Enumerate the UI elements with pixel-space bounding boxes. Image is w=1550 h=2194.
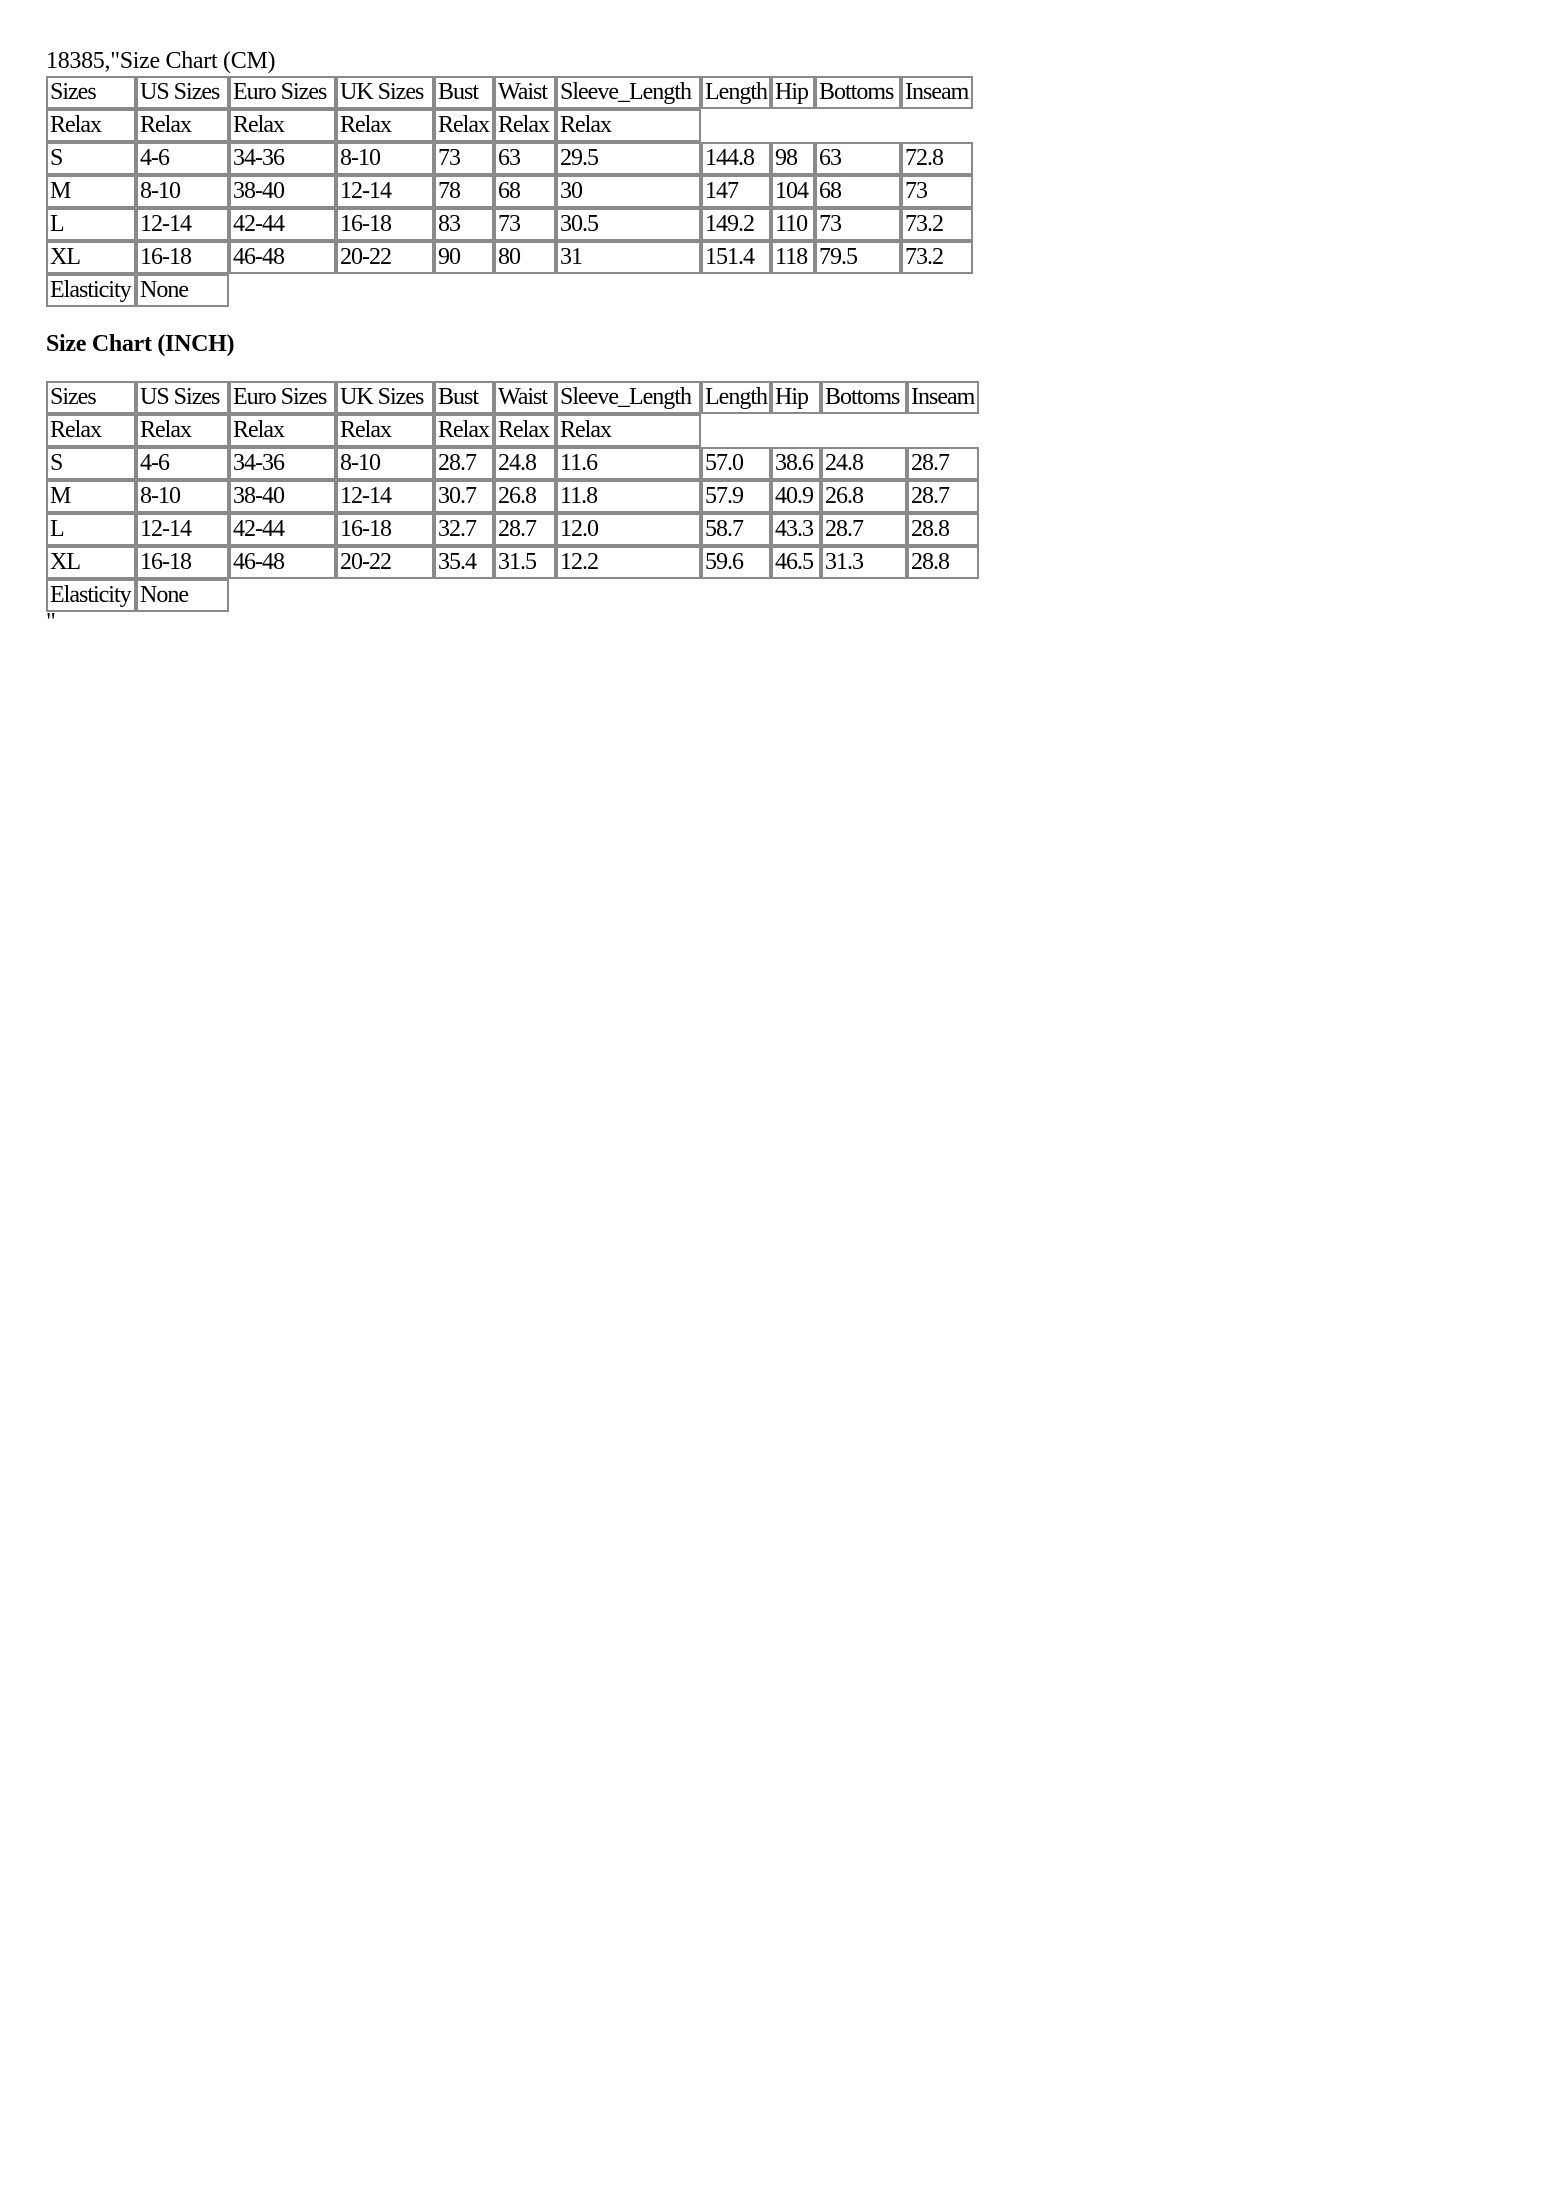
table-row [46,175,973,208]
table-cell: 28.8 [907,546,979,579]
table-cell: Inseam [907,381,979,414]
table-cell: Relax [494,414,556,447]
table-cell: Euro Sizes [229,381,336,414]
table-cell: 40.9 [771,480,821,513]
table-cell: Relax [434,109,494,142]
table-cell: 28.7 [434,447,494,480]
table-cell: 46-48 [229,546,336,579]
table-cell: 11.8 [556,480,701,513]
table-cell: Euro Sizes [229,76,336,109]
table-cell: Bust [434,76,494,109]
table-cell: L [46,513,136,546]
cm-size-table [46,76,1506,307]
table-cell: Relax [336,109,434,142]
table-cell: US Sizes [136,381,229,414]
table-cell: 30.7 [434,480,494,513]
empty-cell [701,579,771,612]
table-cell: S [46,447,136,480]
table-cell: 35.4 [434,546,494,579]
table-cell: Relax [229,414,336,447]
table-cell: Relax [494,109,556,142]
table-cell: 32.7 [434,513,494,546]
table-cell: 28.7 [907,447,979,480]
empty-cell [336,274,434,307]
table-row [46,241,973,274]
table-cell: 34-36 [229,447,336,480]
table-row [46,208,973,241]
table-cell: Elasticity [46,579,136,612]
table-cell: 78 [434,175,494,208]
table-cell: Relax [136,109,229,142]
table-cell: 16-18 [136,241,229,274]
table-cell: Relax [336,414,434,447]
empty-cell [771,579,821,612]
table-cell: M [46,175,136,208]
relax-row [46,414,979,447]
table-cell: 98 [771,142,815,175]
table-cell: US Sizes [136,76,229,109]
document-page [46,46,1506,635]
table-cell: 63 [494,142,556,175]
empty-cell [901,274,973,307]
elasticity-row [46,579,979,612]
table-cell: 16-18 [336,513,434,546]
table-cell: 57.9 [701,480,771,513]
empty-cell [771,109,815,142]
table-cell: 16-18 [336,208,434,241]
table-cell: 73 [434,142,494,175]
header-row [46,381,979,414]
table-cell: 24.8 [494,447,556,480]
table-cell: 110 [771,208,815,241]
table-cell: 8-10 [336,447,434,480]
empty-cell [494,579,556,612]
empty-cell [434,579,494,612]
table-cell: Bottoms [815,76,901,109]
table-cell: Relax [229,109,336,142]
empty-cell [434,274,494,307]
table-cell: 34-36 [229,142,336,175]
empty-cell [556,579,701,612]
table-cell: 73.2 [901,208,973,241]
table-cell: 26.8 [821,480,907,513]
table-cell: 29.5 [556,142,701,175]
table-cell: None [136,274,229,307]
table-cell: 38-40 [229,480,336,513]
table-cell: 8-10 [136,175,229,208]
table-row [46,480,979,513]
table-cell: 79.5 [815,241,901,274]
table-cell: XL [46,546,136,579]
table-cell: Sleeve_Length [556,76,701,109]
table-cell: 68 [494,175,556,208]
table-cell: 144.8 [701,142,771,175]
table-cell: 31 [556,241,701,274]
table-cell: Length [701,381,771,414]
table-cell: Sleeve_Length [556,381,701,414]
table-cell: 151.4 [701,241,771,274]
table-cell: 28.8 [907,513,979,546]
empty-cell [901,109,973,142]
elasticity-row [46,274,973,307]
empty-cell [701,274,771,307]
empty-cell [229,579,336,612]
table-row [46,447,979,480]
table-cell: 42-44 [229,513,336,546]
table-cell: 28.7 [907,480,979,513]
table-cell: M [46,480,136,513]
table-cell: 8-10 [136,480,229,513]
table-cell: None [136,579,229,612]
table-cell: 68 [815,175,901,208]
inch-section-heading: Size Chart (INCH) [46,331,235,357]
empty-cell [815,109,901,142]
header-row [46,76,973,109]
table-cell: 72.8 [901,142,973,175]
empty-cell [821,414,907,447]
closing-quote: " [46,609,56,635]
table-cell: L [46,208,136,241]
table-cell: 12-14 [336,175,434,208]
table-cell: 73 [494,208,556,241]
table-cell: 30.5 [556,208,701,241]
document-title: 18385,"Size Chart (CM) [46,48,276,74]
table-cell: Waist [494,381,556,414]
table-cell: 63 [815,142,901,175]
table-cell: 73 [815,208,901,241]
table-cell: Waist [494,76,556,109]
empty-cell [815,274,901,307]
table-cell: 16-18 [136,546,229,579]
table-cell: Elasticity [46,274,136,307]
table-cell: Relax [46,109,136,142]
table-cell: 12.0 [556,513,701,546]
table-cell: 4-6 [136,142,229,175]
table-cell: Inseam [901,76,973,109]
table-cell: 12.2 [556,546,701,579]
table-cell: 46-48 [229,241,336,274]
table-cell: 20-22 [336,546,434,579]
table-cell: 28.7 [494,513,556,546]
table-cell: 73 [901,175,973,208]
table-cell: 43.3 [771,513,821,546]
table-cell: 149.2 [701,208,771,241]
table-cell: Relax [136,414,229,447]
table-row [46,142,973,175]
table-cell: UK Sizes [336,381,434,414]
table-cell: 104 [771,175,815,208]
table-cell: 38-40 [229,175,336,208]
empty-cell [907,579,979,612]
table-cell: Relax [434,414,494,447]
table-cell: XL [46,241,136,274]
table-cell: 90 [434,241,494,274]
empty-cell [821,579,907,612]
table-cell: Hip [771,76,815,109]
table-cell: 26.8 [494,480,556,513]
empty-cell [771,274,815,307]
table-cell: Bust [434,381,494,414]
table-cell: 31.3 [821,546,907,579]
table-row [46,513,979,546]
table-cell: 4-6 [136,447,229,480]
table-cell: Length [701,76,771,109]
table-cell: 80 [494,241,556,274]
table-cell: UK Sizes [336,76,434,109]
table-cell: Sizes [46,76,136,109]
table-cell: Relax [556,109,701,142]
table-cell: 57.0 [701,447,771,480]
table-cell: 83 [434,208,494,241]
empty-cell [336,579,434,612]
empty-cell [701,414,771,447]
table-cell: 118 [771,241,815,274]
cm_table-grid [46,76,973,307]
table-cell: Relax [46,414,136,447]
empty-cell [494,274,556,307]
table-cell: 42-44 [229,208,336,241]
inch-size-table [46,381,1506,612]
table-cell: Sizes [46,381,136,414]
empty-cell [771,414,821,447]
table-cell: 147 [701,175,771,208]
empty-cell [229,274,336,307]
empty-cell [701,109,771,142]
table-cell: Relax [556,414,701,447]
empty-cell [907,414,979,447]
table-cell: Bottoms [821,381,907,414]
table-cell: Hip [771,381,821,414]
empty-cell [556,274,701,307]
table-cell: 58.7 [701,513,771,546]
table-row [46,546,979,579]
table-cell: S [46,142,136,175]
table-cell: 8-10 [336,142,434,175]
table-cell: 12-14 [136,208,229,241]
table-cell: 59.6 [701,546,771,579]
table-cell: 30 [556,175,701,208]
table-cell: 73.2 [901,241,973,274]
table-cell: 12-14 [336,480,434,513]
table-cell: 20-22 [336,241,434,274]
table-cell: 28.7 [821,513,907,546]
table-cell: 31.5 [494,546,556,579]
table-cell: 38.6 [771,447,821,480]
relax-row [46,109,973,142]
inch_table-grid [46,381,979,612]
table-cell: 12-14 [136,513,229,546]
table-cell: 46.5 [771,546,821,579]
table-cell: 24.8 [821,447,907,480]
table-cell: 11.6 [556,447,701,480]
